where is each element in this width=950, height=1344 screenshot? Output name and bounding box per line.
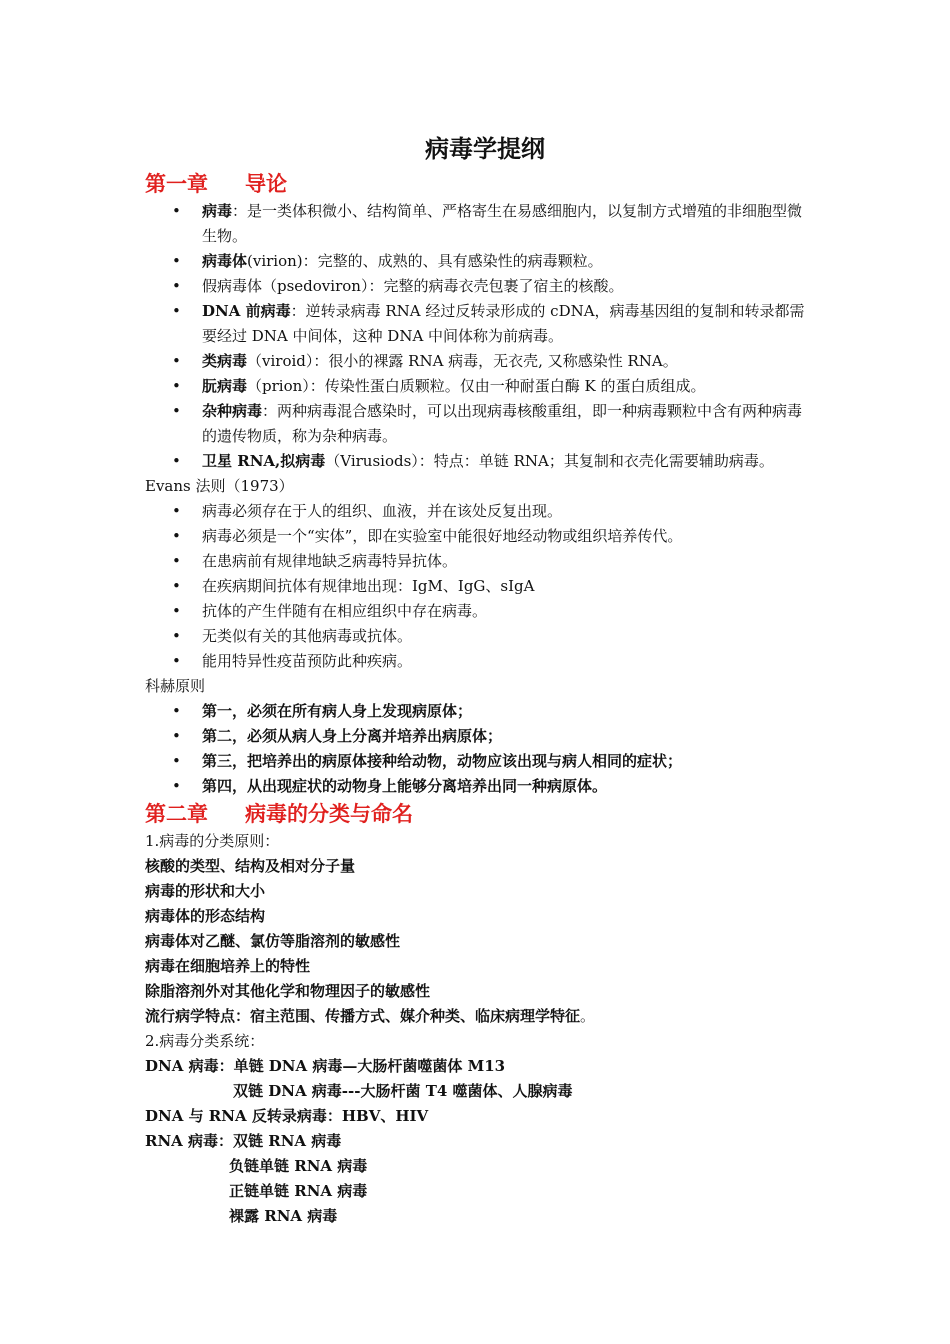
definition-item [145, 374, 815, 399]
bullet-icon: • [172, 527, 181, 545]
rna-virus-line-4: 裸露 RNA 病毒 [229, 1207, 338, 1225]
evans-item [145, 649, 815, 674]
definition-term: 杂种病毒 [202, 402, 263, 420]
definition-text: 两种病毒混合感染时，可以出现病毒核酸重组，即一种病毒颗粒中含有两种病毒的遗传物质，称为杂种病毒。 [202, 402, 803, 445]
definition-term: 类病毒 [202, 352, 248, 370]
document-content [145, 132, 815, 1229]
koch-item [145, 749, 815, 774]
definition-text: 假病毒体（psedoviron）：完整的病毒衣壳包裹了宿主的核酸。 [202, 277, 624, 295]
evans-list [145, 499, 815, 674]
principle-item: 病毒体对乙醚、氯仿等脂溶剂的敏感性 [145, 932, 401, 950]
system-heading: 2.病毒分类系统： [145, 1032, 265, 1050]
principle-item: 病毒的形状和大小 [145, 882, 266, 900]
koch-item [145, 724, 815, 749]
definition-sep: ： [290, 302, 306, 320]
rna-virus-line-1: RNA 病毒：双链 RNA 病毒 [145, 1132, 342, 1150]
definition-sep: (virion)： [247, 252, 318, 270]
bullet-icon: • [172, 602, 181, 620]
definition-item [145, 399, 815, 449]
document-title: 病毒学提纲 [425, 135, 545, 163]
evans-text: 病毒必须是一个“实体”，即在实验室中能很好地经动物或组织培养传代。 [202, 527, 683, 545]
definition-text: 很小的裸露 RNA 病毒，无衣壳, 又称感染性 RNA。 [328, 352, 678, 370]
dna-virus-line-1: DNA 病毒：单链 DNA 病毒—大肠杆菌噬菌体 M13 [145, 1057, 506, 1075]
koch-text: 第三，把培养出的病原体接种给动物，动物应该出现与病人相同的症状； [202, 752, 683, 770]
evans-item [145, 574, 815, 599]
evans-item [145, 524, 815, 549]
evans-item [145, 624, 815, 649]
bullet-icon: • [172, 752, 181, 770]
evans-text: 病毒必须存在于人的组织、血液，并在该处反复出现。 [202, 502, 563, 520]
bullet-icon: • [172, 627, 181, 645]
definition-item [145, 449, 815, 474]
evans-item [145, 549, 815, 574]
definition-text: 传染性蛋白质颗粒。仅由一种耐蛋白酶 K 的蛋白质组成。 [324, 377, 706, 395]
definition-text: 是一类体积微小、结构简单、严格寄生在易感细胞内，以复制方式增殖的非细胞型微生物。 [202, 202, 803, 245]
koch-text: 第二，必须从病人身上分离并培养出病原体； [202, 727, 503, 745]
chapter-number: 第二章 [145, 802, 208, 826]
dna-rna-retrovirus-line: DNA 与 RNA 反转录病毒：HBV、HIV [145, 1107, 429, 1125]
definition-item [145, 299, 815, 349]
definition-text: 逆转录病毒 RNA 经过反转录形成的 cDNA，病毒基因组的复制和转录都需要经过 DNA 中间体，这种 DNA 中间体称为前病毒。 [202, 302, 805, 345]
definition-term: 朊病毒 [202, 377, 248, 395]
bullet-icon: • [172, 702, 181, 720]
rna-virus-line-3: 正链单链 RNA 病毒 [229, 1182, 368, 1200]
definition-item [145, 349, 815, 374]
definition-text: 完整的、成熟的、具有感染性的病毒颗粒。 [317, 252, 603, 270]
definition-sep: ： [232, 202, 248, 220]
definition-item [145, 199, 815, 249]
definitions-list [145, 199, 815, 474]
koch-text: 第一，必须在所有病人身上发现病原体； [202, 702, 473, 720]
koch-text: 第四，从出现症状的动物身上能够分离培养出同一种病原体。 [202, 777, 608, 795]
evans-item [145, 599, 815, 624]
evans-item [145, 499, 815, 524]
bullet-icon: • [172, 502, 181, 520]
principle-item: 核酸的类型、结构及相对分子量 [145, 857, 356, 875]
definition-term: 病毒体 [202, 252, 248, 270]
evans-text: 无类似有关的其他病毒或抗体。 [202, 627, 413, 645]
rna-virus-line-2: 负链单链 RNA 病毒 [229, 1157, 368, 1175]
principle-item: 病毒体的形态结构 [145, 907, 266, 925]
definition-item [145, 249, 815, 274]
definition-sep: （prion）： [247, 377, 325, 395]
principle-item: 病毒在细胞培养上的特性 [145, 957, 311, 975]
bullet-icon: • [172, 402, 181, 420]
bullet-icon: • [172, 652, 181, 670]
bullet-icon: • [172, 302, 181, 320]
bullet-icon: • [172, 777, 181, 795]
bullet-icon: • [172, 277, 181, 295]
evans-text: 能用特异性疫苗预防此种疾病。 [202, 652, 413, 670]
definition-term: DNA 前病毒 [202, 302, 291, 320]
evans-text: 在疾病期间抗体有规律地出现：IgM、IgG、sIgA [202, 577, 535, 595]
bullet-icon: • [172, 252, 181, 270]
definition-sep: （Virusiods）： [325, 452, 434, 470]
chapter-1-heading [145, 169, 815, 199]
bullet-icon: • [172, 577, 181, 595]
principles-heading: 1.病毒的分类原则： [145, 832, 280, 850]
definition-sep: （viroid）： [247, 352, 329, 370]
definition-sep: ： [262, 402, 278, 420]
chapter-2-heading [145, 799, 815, 829]
definition-term: 病毒 [202, 202, 233, 220]
epidemiology-line [145, 1004, 815, 1029]
evans-text: 在患病前有规律地缺乏病毒特异抗体。 [202, 552, 458, 570]
chapter-name: 导论 [245, 172, 287, 196]
bullet-icon: • [172, 727, 181, 745]
bullet-icon: • [172, 452, 181, 470]
dna-virus-line-2: 双链 DNA 病毒---大肠杆菌 T4 噬菌体、人腺病毒 [233, 1082, 573, 1100]
bullet-icon: • [172, 552, 181, 570]
evans-text: 抗体的产生伴随有在相应组织中存在病毒。 [202, 602, 488, 620]
chapter-name: 病毒的分类与命名 [245, 802, 413, 826]
epidemiology-tail: 。 [580, 1007, 596, 1025]
bullet-icon: • [172, 202, 181, 220]
bullet-icon: • [172, 377, 181, 395]
koch-item [145, 699, 815, 724]
koch-list [145, 699, 815, 799]
koch-item [145, 774, 815, 799]
koch-heading: 科赫原则 [145, 677, 206, 695]
principles-list [145, 854, 815, 1004]
principle-item: 除脂溶剂外对其他化学和物理因子的敏感性 [145, 982, 431, 1000]
chapter-number: 第一章 [145, 172, 208, 196]
definition-item [145, 274, 815, 299]
epidemiology-text: 流行病学特点：宿主范围、传播方式、媒介种类、临床病理学特征 [145, 1007, 581, 1025]
definition-text: 特点：单链 RNA；其复制和衣壳化需要辅助病毒。 [433, 452, 774, 470]
evans-heading: Evans 法则（1973） [145, 477, 294, 495]
definition-term: 卫星 RNA,拟病毒 [202, 452, 326, 470]
bullet-icon: • [172, 352, 181, 370]
